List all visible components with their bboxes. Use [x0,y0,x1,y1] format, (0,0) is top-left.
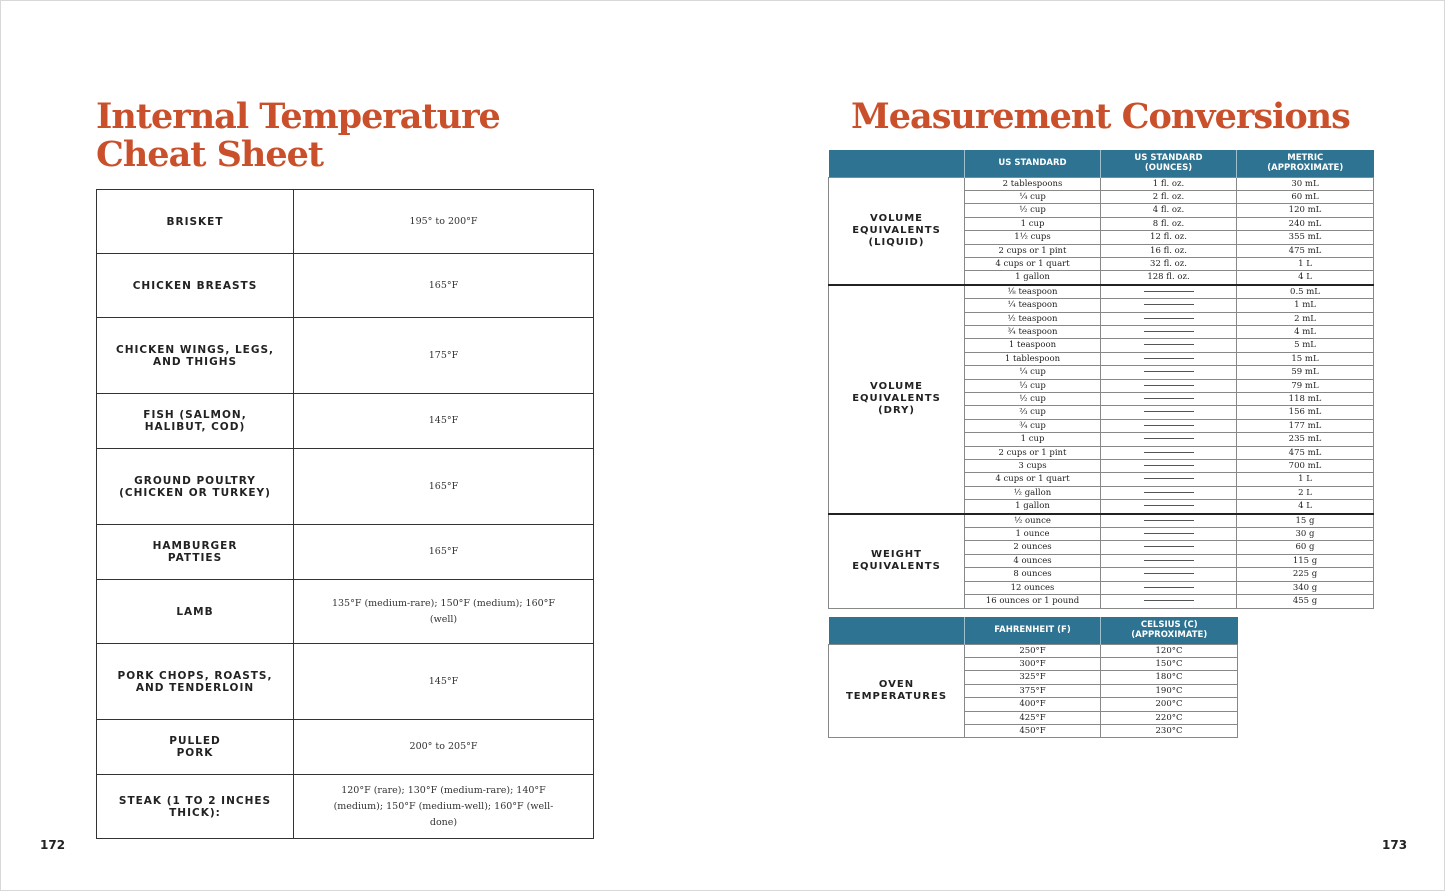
ounces-empty-cell [1101,473,1237,486]
oven-cell-celsius: 180°C [1101,671,1238,684]
food-name-cell: GROUND POULTRY (CHICKEN OR TURKEY) [97,449,294,525]
temperature-title-line2: Cheat Sheet [96,134,324,175]
ounces-empty-cell [1101,285,1237,299]
conversion-cell-metric: 475 mL [1237,244,1374,257]
conversion-cell-metric: 120 mL [1237,204,1374,217]
food-name-cell: HAMBURGER PATTIES [97,525,294,580]
ounces-empty-cell [1101,433,1237,446]
conversion-cell-us-standard: 1 cup [965,217,1101,230]
conversion-cell-us-standard: ¾ teaspoon [965,325,1101,338]
conversion-cell-us-standard: 2 tablespoons [965,177,1101,190]
conversion-cell-metric: 15 g [1237,514,1374,528]
conversion-cell-us-standard: 3 cups [965,460,1101,473]
food-temperature-cell: 165°F [294,525,594,580]
dash-line [1144,492,1194,493]
ounces-empty-cell [1101,446,1237,459]
conversion-cell-us-standard: 2 ounces [965,541,1101,554]
ounces-empty-cell [1101,352,1237,365]
food-name-cell: CHICKEN WINGS, LEGS, AND THIGHS [97,318,294,394]
conversion-cell-metric: 4 mL [1237,325,1374,338]
temperature-row [97,580,594,644]
oven-cell-celsius: 190°C [1101,684,1238,697]
dash-line [1144,425,1194,426]
ounces-empty-cell [1101,393,1237,406]
food-name-cell: STEAK (1 TO 2 INCHES THICK): [97,775,294,839]
conversion-cell-us-standard: 1 cup [965,433,1101,446]
oven-cell-celsius: 200°C [1101,698,1238,711]
ounces-empty-cell [1101,486,1237,499]
temperature-row [97,525,594,580]
conversion-cell-metric: 4 L [1237,271,1374,285]
conversion-cell-metric: 4 L [1237,500,1374,514]
oven-cell-fahrenheit: 250°F [965,644,1101,657]
conversion-cell-us-standard: ¼ teaspoon [965,299,1101,312]
conversion-cell-us-standard: ½ cup [965,204,1101,217]
oven-cell-celsius: 120°C [1101,644,1238,657]
ounces-empty-cell [1101,312,1237,325]
conversion-cell-us-standard: ¼ cup [965,366,1101,379]
dash-line [1144,398,1194,399]
conversion-cell-us-standard: 1 gallon [965,271,1101,285]
conversion-cell-metric: 60 g [1237,541,1374,554]
conversion-cell-metric: 2 L [1237,486,1374,499]
conversion-cell-metric: 340 g [1237,581,1374,594]
page-number-left: 172 [40,838,66,852]
temperature-row [97,720,594,775]
dash-line [1144,385,1194,386]
oven-header-fahrenheit: FAHRENHEIT (F) [965,617,1101,644]
conversion-group-label: VOLUME EQUIVALENTS (LIQUID) [829,177,965,285]
conversions-title: Measurement Conversions [851,96,1350,137]
temperature-row [97,449,594,525]
conversion-cell-metric: 59 mL [1237,366,1374,379]
dash-line [1144,533,1194,534]
ounces-empty-cell [1101,568,1237,581]
ounces-empty-cell [1101,299,1237,312]
ounces-empty-cell [1101,325,1237,338]
food-temperature-cell: 200° to 205°F [294,720,594,775]
conversion-cell-us-standard: 1 gallon [965,500,1101,514]
food-temperature-cell: 195° to 200°F [294,190,594,254]
food-name-cell: LAMB [97,580,294,644]
conversion-row [829,177,1374,190]
conversion-cell-metric: 235 mL [1237,433,1374,446]
food-name-cell: PORK CHOPS, ROASTS, AND TENDERLOIN [97,644,294,720]
conversion-cell-us-standard: ⅛ teaspoon [965,285,1101,299]
conversion-cell-us-standard: 1 teaspoon [965,339,1101,352]
conversion-cell-us-standard: 16 ounces or 1 pound [965,595,1101,608]
food-temperature-cell: 145°F [294,644,594,720]
oven-header-celsius: CELSIUS (C) (APPROXIMATE) [1101,617,1238,644]
conversion-cell-us-standard: 4 cups or 1 quart [965,473,1101,486]
conversion-cell-us-standard: 8 ounces [965,568,1101,581]
food-temperature-cell: 145°F [294,394,594,449]
conversion-cell-us-ounces: 12 fl. oz. [1101,231,1237,244]
conversion-cell-metric: 700 mL [1237,460,1374,473]
temperature-table-body [97,190,594,839]
page-number-right: 173 [1382,838,1408,852]
conversion-cell-us-standard: ⅓ cup [965,379,1101,392]
conversion-header-blank [829,150,965,177]
conversion-cell-metric: 156 mL [1237,406,1374,419]
dash-line [1144,465,1194,466]
ounces-empty-cell [1101,339,1237,352]
conversion-header-row [829,150,1374,177]
conversion-cell-us-ounces: 2 fl. oz. [1101,190,1237,203]
oven-cell-fahrenheit: 300°F [965,657,1101,670]
oven-cell-fahrenheit: 375°F [965,684,1101,697]
conversion-table [828,150,1374,609]
oven-cell-fahrenheit: 325°F [965,671,1101,684]
conversion-cell-metric: 5 mL [1237,339,1374,352]
conversion-cell-metric: 0.5 mL [1237,285,1374,299]
conversion-cell-metric: 79 mL [1237,379,1374,392]
dash-line [1144,560,1194,561]
dash-line [1144,318,1194,319]
conversion-cell-us-standard: ¼ cup [965,190,1101,203]
dash-line [1144,546,1194,547]
dash-line [1144,478,1194,479]
ounces-empty-cell [1101,554,1237,567]
dash-line [1144,411,1194,412]
conversion-cell-metric: 2 mL [1237,312,1374,325]
conversion-cell-metric: 60 mL [1237,190,1374,203]
oven-cell-celsius: 230°C [1101,724,1238,737]
conversion-cell-metric: 15 mL [1237,352,1374,365]
oven-cell-celsius: 150°C [1101,657,1238,670]
conversion-cell-us-standard: ¾ cup [965,419,1101,432]
dash-line [1144,520,1194,521]
conversion-cell-metric: 177 mL [1237,419,1374,432]
conversion-group-label: WEIGHT EQUIVALENTS [829,514,965,608]
oven-header-row [829,617,1238,644]
oven-row [829,644,1238,657]
dash-line [1144,573,1194,574]
conversion-header-metric: METRIC (APPROXIMATE) [1237,150,1374,177]
food-temperature-cell: 165°F [294,254,594,318]
dash-line [1144,291,1194,292]
temperature-title [96,98,500,174]
ounces-empty-cell [1101,460,1237,473]
dash-line [1144,331,1194,332]
dash-line [1144,505,1194,506]
ounces-empty-cell [1101,541,1237,554]
conversion-table-body [829,177,1374,608]
ounces-empty-cell [1101,528,1237,541]
dash-line [1144,587,1194,588]
conversion-cell-us-standard: 2 cups or 1 pint [965,446,1101,459]
conversion-cell-metric: 30 g [1237,528,1374,541]
conversion-cell-metric: 118 mL [1237,393,1374,406]
temperature-row [97,775,594,839]
ounces-empty-cell [1101,514,1237,528]
conversion-row [829,514,1374,528]
food-name-cell: CHICKEN BREASTS [97,254,294,318]
temperature-row [97,254,594,318]
conversion-cell-metric: 1 L [1237,257,1374,270]
conversion-cell-metric: 475 mL [1237,446,1374,459]
conversion-cell-us-standard: ½ cup [965,393,1101,406]
conversion-cell-metric: 225 g [1237,568,1374,581]
food-temperature-cell: 175°F [294,318,594,394]
oven-table-body [829,644,1238,738]
conversion-cell-metric: 240 mL [1237,217,1374,230]
conversion-cell-us-standard: ½ teaspoon [965,312,1101,325]
oven-cell-fahrenheit: 450°F [965,724,1101,737]
conversion-cell-us-standard: ⅔ cup [965,406,1101,419]
oven-table [828,617,1238,738]
temperature-table [96,189,594,839]
food-name-cell: PULLED PORK [97,720,294,775]
oven-cell-celsius: 220°C [1101,711,1238,724]
food-temperature-cell: 165°F [294,449,594,525]
conversion-cell-us-standard: 12 ounces [965,581,1101,594]
conversion-cell-metric: 1 L [1237,473,1374,486]
conversion-cell-metric: 355 mL [1237,231,1374,244]
oven-header-blank [829,617,965,644]
dash-line [1144,358,1194,359]
ounces-empty-cell [1101,379,1237,392]
ounces-empty-cell [1101,595,1237,608]
conversion-group-label: VOLUME EQUIVALENTS (DRY) [829,285,965,514]
dash-line [1144,304,1194,305]
ounces-empty-cell [1101,366,1237,379]
conversion-header-us-standard: US STANDARD [965,150,1101,177]
conversion-cell-us-standard: 4 ounces [965,554,1101,567]
conversion-row [829,285,1374,299]
conversion-cell-us-ounces: 128 fl. oz. [1101,271,1237,285]
conversion-cell-metric: 1 mL [1237,299,1374,312]
ounces-empty-cell [1101,581,1237,594]
dash-line [1144,438,1194,439]
temperature-row [97,318,594,394]
temperature-row [97,190,594,254]
oven-group-label: OVEN TEMPERATURES [829,644,965,738]
conversion-cell-us-standard: 4 cups or 1 quart [965,257,1101,270]
conversion-cell-us-standard: ½ gallon [965,486,1101,499]
conversion-cell-us-ounces: 1 fl. oz. [1101,177,1237,190]
conversion-cell-metric: 455 g [1237,595,1374,608]
conversion-cell-us-standard: ½ ounce [965,514,1101,528]
conversion-cell-metric: 30 mL [1237,177,1374,190]
conversion-cell-us-standard: 2 cups or 1 pint [965,244,1101,257]
conversion-header-us-ounces: US STANDARD (OUNCES) [1101,150,1237,177]
conversion-cell-us-ounces: 32 fl. oz. [1101,257,1237,270]
conversion-cell-metric: 115 g [1237,554,1374,567]
food-temperature-cell: 135°F (medium-rare); 150°F (medium); 160°F (well) [294,580,594,644]
food-name-cell: FISH (SALMON, HALIBUT, COD) [97,394,294,449]
oven-cell-fahrenheit: 425°F [965,711,1101,724]
conversion-cell-us-standard: 1 tablespoon [965,352,1101,365]
conversion-cell-us-ounces: 4 fl. oz. [1101,204,1237,217]
ounces-empty-cell [1101,419,1237,432]
temperature-title-line1: Internal Temperature [96,96,500,137]
ounces-empty-cell [1101,500,1237,514]
conversion-cell-us-ounces: 16 fl. oz. [1101,244,1237,257]
ounces-empty-cell [1101,406,1237,419]
temperature-row [97,394,594,449]
conversion-cell-us-ounces: 8 fl. oz. [1101,217,1237,230]
temperature-row [97,644,594,720]
conversion-cell-us-standard: 1 ounce [965,528,1101,541]
dash-line [1144,452,1194,453]
food-temperature-cell: 120°F (rare); 130°F (medium-rare); 140°F (medium); 150°F (medium-well); 160°F (well-done) [294,775,594,839]
food-name-cell: BRISKET [97,190,294,254]
dash-line [1144,344,1194,345]
oven-cell-fahrenheit: 400°F [965,698,1101,711]
dash-line [1144,371,1194,372]
conversion-cell-us-standard: 1½ cups [965,231,1101,244]
dash-line [1144,600,1194,601]
